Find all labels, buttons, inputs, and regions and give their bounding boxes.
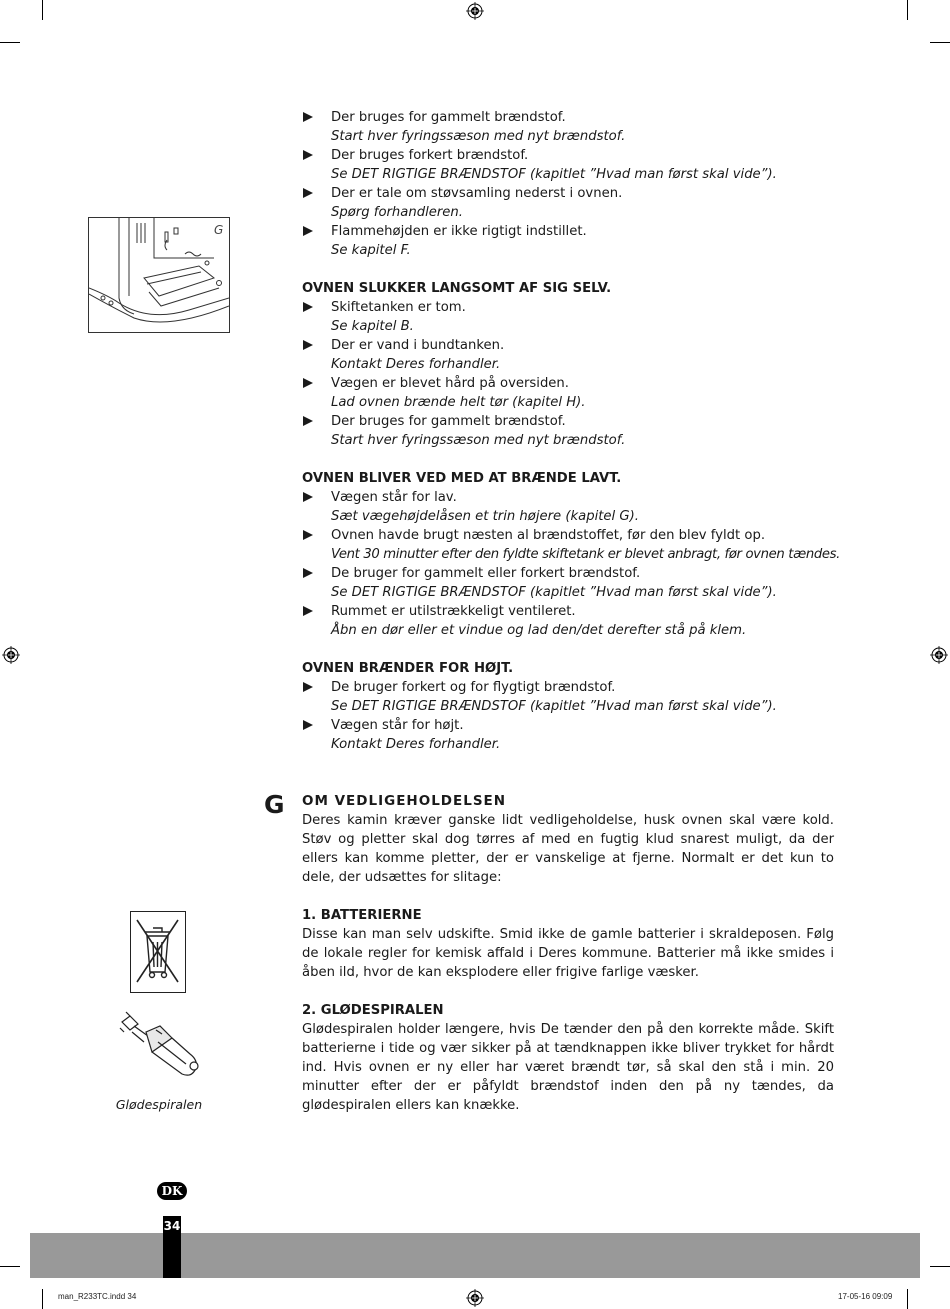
figure-label: G (214, 223, 224, 237)
list-item: Der bruges forkert brændstof. Se DET RIGTIGE BRÆNDSTOF (kapitlet ”Hvad man først skal vide”). (302, 146, 834, 184)
heater-figure (88, 217, 230, 333)
list-item: Ovnen havde brugt næsten al brændstoffet, før den blev fyldt op. Vent 30 minutter efter den fyldte skiftetank er blevet anbragt, før ovnen tændes. (302, 526, 834, 564)
list-item: De bruger forkert og for flygtigt brændstof. Se DET RIGTIGE BRÆNDSTOF (kapitlet ”Hvad man først skal vide”). (302, 678, 834, 716)
crop-mark (930, 1266, 950, 1267)
print-date: 17-05-16 09:09 (838, 1292, 893, 1301)
list-item: Vægen står for lav. Sæt vægehøjdelåsen et trin højere (kapitel G). (302, 488, 834, 526)
list-item: Skiftetanken er tom. Se kapitel B. (302, 298, 834, 336)
glow-plug-icon (112, 1008, 207, 1093)
crop-mark (930, 42, 950, 43)
section-letter: G (264, 790, 285, 819)
troubleshooting-content (302, 108, 840, 1115)
language-badge: DK (157, 1182, 187, 1200)
section-heading: OVNEN SLUKKER LANGSOMT AF SIG SELV. (302, 281, 612, 296)
list-item: Rummet er utilstrækkeligt ventileret. Åbn en dør eller et vindue og lad den/det derefter stå på klem. (302, 602, 834, 640)
registration-mark-icon (466, 2, 484, 20)
section-title: OM VEDLIGEHOLDELSEN (302, 793, 507, 809)
section-heading: OVNEN BLIVER VED MED AT BRÆNDE LAVT. (302, 471, 622, 486)
list-item: De bruger for gammelt eller forkert brændstof. Se DET RIGTIGE BRÆNDSTOF (kapitlet ”Hvad man først skal vide”). (302, 564, 834, 602)
registration-mark-icon (466, 1289, 484, 1307)
glow-plug-caption: Glødespiralen (115, 1097, 203, 1112)
crop-mark (907, 1289, 908, 1309)
list-item: Der bruges for gammelt brændstof. Start hver fyringssæson med nyt brændstof. (302, 108, 834, 146)
crossed-bin-icon (131, 912, 184, 991)
heater-drawing-icon (89, 218, 229, 332)
list-item: Der er tale om støvsamling nederst i ovnen. Spørg forhandleren. (302, 184, 834, 222)
crop-mark (0, 42, 20, 43)
glow-text: Glødespiralen holder længere, hvis De tænder den på den korrekte måde. Skift batterierne i tide og vær sikker på at tændknappen ikke bliver trykket for hårdt ind. Hvis ovnen er ny eller har været brændt tør, så skal den stå i min. 20 minutter efter der er påfyldt brændstof inden den på ny tændes, da glødespiralen ellers kan knække. (302, 1022, 834, 1113)
registration-mark-icon (930, 646, 948, 664)
page-number: 34 (163, 1216, 181, 1278)
list-item: Vægen står for højt. Kontakt Deres forhandler. (302, 716, 834, 754)
list-item: Der er vand i bundtanken. Kontakt Deres forhandler. (302, 336, 834, 374)
registration-mark-icon (2, 646, 20, 664)
list-item: Der bruges for gammelt brændstof. Start hver fyringssæson med nyt brændstof. (302, 412, 834, 450)
list-item: Vægen er blevet hård på oversiden. Lad ovnen brænde helt tør (kapitel H). (302, 374, 834, 412)
crop-mark (42, 0, 43, 20)
section-heading: OVNEN BRÆNDER FOR HØJT. (302, 661, 514, 676)
list-item: Flammehøjden er ikke rigtigt indstillet. Se kapitel F. (302, 222, 834, 260)
weee-figure (130, 911, 186, 993)
subsection-heading: 2. GLØDESPIRALEN (302, 1003, 444, 1018)
crop-mark (42, 1289, 43, 1309)
subsection-heading: 1. BATTERIERNE (302, 908, 422, 923)
batteries-text: Disse kan man selv udskifte. Smid ikke de gamle batterier i skraldeposen. Følg de lokale regler for kemisk affald i Deres kommune. Batterier må ikke smides i åben ild, hvor de kan eksplodere eller frigive farlige væsker. (302, 927, 834, 980)
maintenance-intro: Deres kamin kræver ganske lidt vedligeholdelse, husk ovnen skal være kold. Støv og pletter skal dog tørres af med en fugtig klud snarest muligt, da der ellers kan komme pletter, der er vanskelige at fjerne. Normalt er det kun to dele, der udsættes for slitage: (302, 813, 834, 885)
crop-mark (907, 0, 908, 20)
crop-mark (0, 1266, 20, 1267)
file-slug: man_R233TC.indd 34 (58, 1292, 137, 1301)
